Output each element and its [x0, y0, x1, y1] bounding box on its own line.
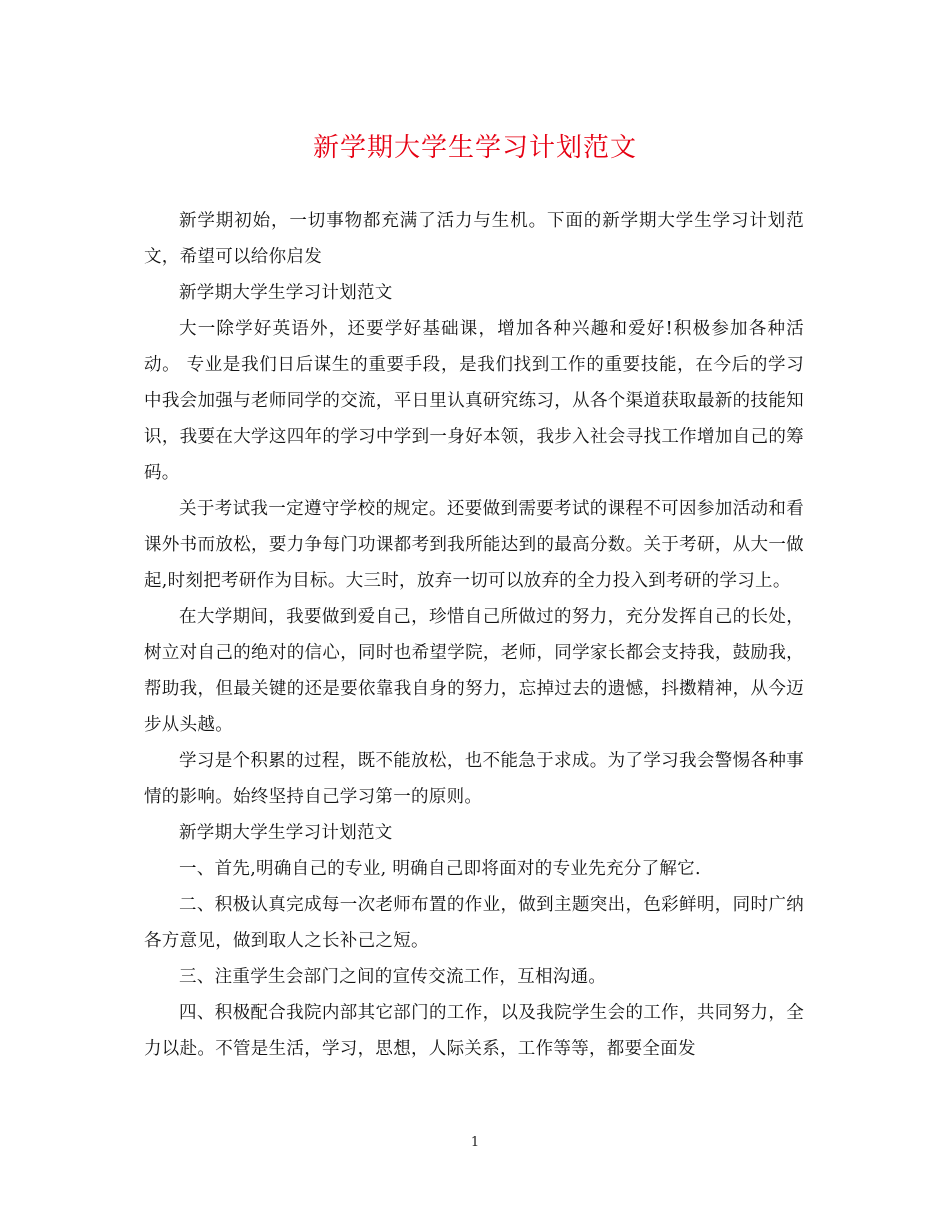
paragraph-item-4: 四、积极配合我院内部其它部门的工作，以及我院学生会的工作，共同努力，全力以赴。不管是生活，学习，思想，人际关系，工作等等，都要全面发	[144, 1003, 804, 1059]
paragraph-item-3: 三、注重学生会部门之间的宣传交流工作，互相沟通。	[179, 967, 607, 987]
paragraph-accumulation: 学习是个积累的过程，既不能放松，也不能急于求成。为了学习我会警惕各种事情的影响。始终坚持自己学习第一的原则。	[144, 751, 804, 807]
paragraph-self-belief: 在大学期间，我要做到爱自己，珍惜自己所做过的努力，充分发挥自己的长处，树立对自己的绝对的信心，同时也希望学院，老师，同学家长都会支持我，鼓励我，帮助我，但最关键的还是要依靠我自身的努力，忘掉过去的遗憾，抖擞精神，从今迈步从头越。	[144, 607, 804, 735]
paragraph-item-1: 一、首先,明确自己的专业, 明确自己即将面对的专业先充分了解它.	[179, 859, 701, 879]
paragraph-subtitle-2: 新学期大学生学习计划范文	[179, 823, 393, 843]
document-title: 新学期大学生学习计划范文	[312, 133, 637, 163]
paragraph-intro: 新学期初始，一切事物都充满了活力与生机。下面的新学期大学生学习计划范文，希望可以给你启发	[144, 211, 804, 267]
paragraph-freshman-plan: 大一除学好英语外，还要学好基础课，增加各种兴趣和爱好!积极参加各种活动。 专业是我们日后谋生的重要手段，是我们找到工作的重要技能，在今后的学习中我会加强与老师同学的交流，平日里认真研究练习，从各个渠道获取最新的技能知识，我要在大学这四年的学习中学到一身好本领，我步入社会寻找工作增加自己的筹码。	[144, 319, 804, 483]
document-body	[144, 203, 804, 1067]
paragraph-subtitle-1: 新学期大学生学习计划范文	[179, 283, 393, 303]
paragraph-item-2: 二、积极认真完成每一次老师布置的作业，做到主题突出，色彩鲜明，同时广纳各方意见，做到取人之长补己之短。	[144, 895, 804, 951]
paragraph-exams: 关于考试我一定遵守学校的规定。还要做到需要考试的课程不可因参加活动和看课外书而放松，要力争每门功课都考到我所能达到的最高分数。关于考研，从大一做起,时刻把考研作为目标。大三时，放弃一切可以放弃的全力投入到考研的学习上。	[144, 499, 804, 591]
page-number: 1	[470, 1135, 480, 1150]
